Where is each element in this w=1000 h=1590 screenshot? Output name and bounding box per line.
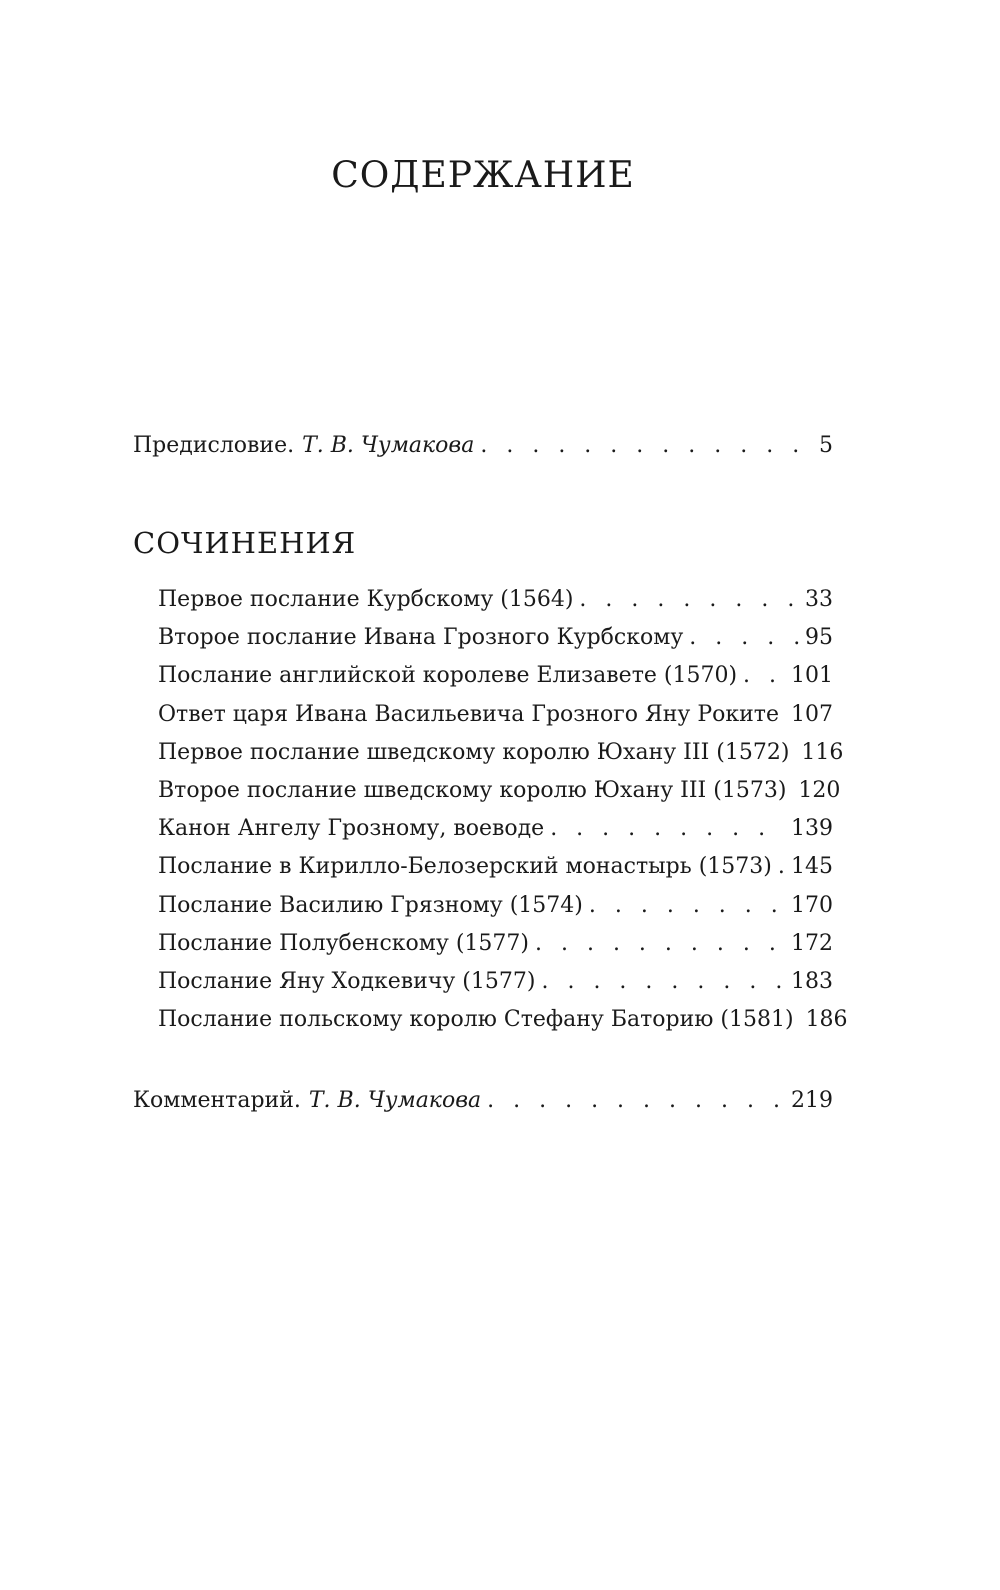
toc-entry-preface[interactable] [133,431,833,461]
toc-entry-page-number: 116 [801,739,844,765]
toc-entry[interactable] [158,929,833,967]
toc-entry-label: Комментарий. [133,1088,301,1113]
dot-leader [480,431,813,461]
toc-entry-page-number: 120 [798,777,841,803]
toc-entry-page-number: 186 [805,1007,848,1033]
dot-leader [541,967,785,997]
toc-entry-label: Послание Полубенскому (1577) [158,930,529,956]
section-heading-works: СОЧИНЕНИЯ [133,526,357,560]
dot-leader [579,585,799,615]
toc-entry-page-number: 219 [791,1088,833,1113]
toc-entry[interactable] [158,738,844,776]
toc-entry[interactable] [158,661,833,699]
toc-entry-page-number: 5 [819,433,833,458]
toc-entry-page-number: 139 [791,816,833,842]
toc-entry[interactable] [158,852,833,890]
toc-entry[interactable] [158,967,833,1005]
toc-entry-label: Второе послание шведскому королю Юхану III (1573) [158,777,787,803]
toc-entry-commentary[interactable] [133,1086,833,1116]
toc-entry[interactable] [158,1005,848,1043]
toc-entry-label: Послание Яну Ходкевичу (1577) [158,968,536,994]
toc-entry-author: Т. В. Чумакова [302,433,475,458]
works-list [158,585,848,1043]
dot-leader [550,814,785,844]
toc-entry-page-number: 107 [791,701,833,727]
dot-leader [535,929,785,959]
dot-leader [487,1086,785,1116]
page-title: СОДЕРЖАНИЕ [331,155,635,196]
toc-entry[interactable] [158,776,841,814]
toc-entry-page-number: 33 [805,587,833,612]
toc-entry-label: Послание в Кирилло-Белозерский монастырь (1573) [158,854,772,880]
toc-entry[interactable] [158,891,833,929]
toc-entry-label: Предисловие. [133,433,295,458]
toc-entry[interactable] [158,700,833,738]
toc-entry-page-number: 183 [791,968,833,994]
toc-entry-author: Т. В. Чумакова [308,1088,482,1113]
toc-entry[interactable] [158,585,833,623]
toc-entry-page-number: 145 [791,854,833,880]
dot-leader [778,852,785,882]
dot-leader [743,661,785,691]
toc-entry-page-number: 170 [791,892,833,918]
toc-entry-page-number: 172 [791,930,833,956]
dot-leader [689,623,799,653]
toc-entry[interactable] [158,814,833,852]
toc-entry-page-number: 101 [791,663,833,689]
toc-entry-page-number: 95 [805,625,833,651]
toc-entry-label: Канон Ангелу Грозному, воеводе [158,816,545,842]
toc-entry-label: Послание английской королеве Елизавете (1570) [158,663,738,689]
toc-entry-label: Послание Василию Грязному (1574) [158,892,583,918]
toc-entry-label: Послание польскому королю Стефану Баторию (1581) [158,1007,794,1033]
dot-leader [589,891,785,921]
toc-entry-label: Второе послание Ивана Грозного Курбскому [158,625,684,651]
toc-entry[interactable] [158,623,833,661]
toc-entry-label: Первое послание шведскому королю Юхану III (1572) [158,739,790,765]
toc-entry-label: Ответ царя Ивана Васильевича Грозного Яну Роките [158,701,779,727]
toc-entry-label: Первое послание Курбскому (1564) [158,587,574,612]
